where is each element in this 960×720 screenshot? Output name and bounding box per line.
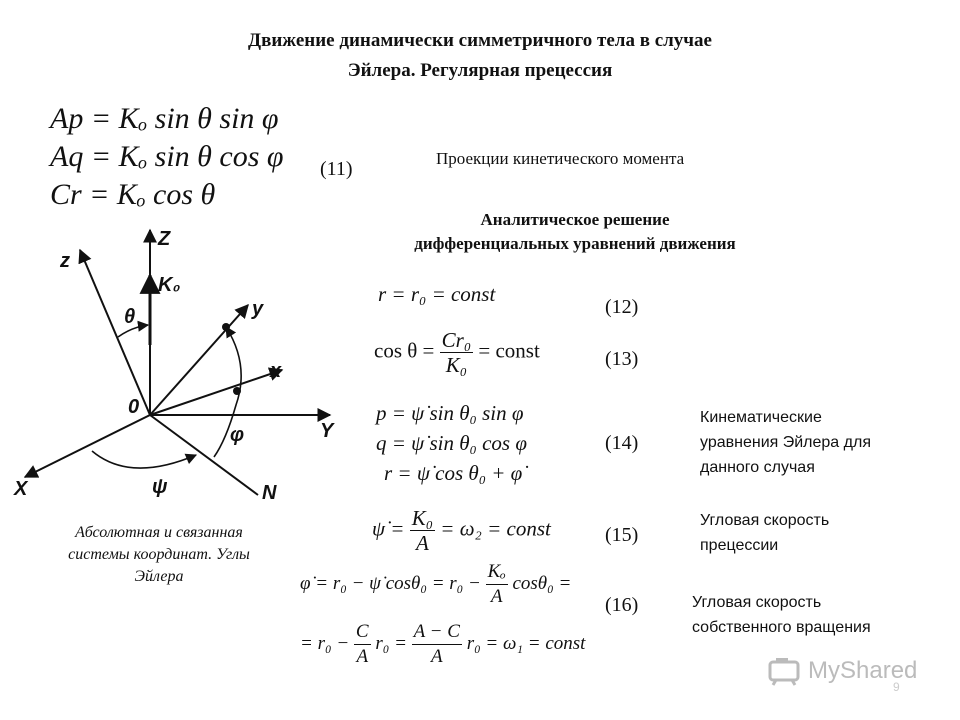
eq16-line1-denominator: A xyxy=(490,586,503,607)
eq15-note xyxy=(700,508,829,558)
eq14-note-line-1: Кинематические xyxy=(700,409,822,426)
label-phi: φ xyxy=(230,424,245,446)
eq14-line-1: p = ψ̇ sin θ₀ sin φ xyxy=(376,401,524,425)
eq11-line-1: Ap = Kₒ sin θ sin φ xyxy=(50,102,279,135)
eq13-denominator: K₀ xyxy=(445,353,468,377)
euler-angles-figure xyxy=(0,215,350,515)
analytic-line-2: дифференциальных уравнений движения xyxy=(414,234,736,253)
page-title xyxy=(0,26,960,86)
equation-16-line-1 xyxy=(300,560,571,609)
equation-15 xyxy=(372,506,551,555)
label-x: x xyxy=(270,360,282,382)
eq16-line1-fraction xyxy=(486,560,508,609)
eq16-note xyxy=(692,590,871,640)
analytic-heading xyxy=(360,208,790,256)
eq13-numerator: Cr₀ xyxy=(441,328,472,352)
label-K0: K₀ xyxy=(158,274,181,296)
eq14-line-2: q = ψ̇ sin θ₀ cos φ xyxy=(376,431,527,455)
equation-16-line-2 xyxy=(300,620,585,669)
title-line-1: Движение динамически симметричного тела в случае xyxy=(248,30,712,51)
equation-13 xyxy=(374,328,540,377)
eq14-note xyxy=(700,405,871,480)
z-axis-body xyxy=(80,250,150,415)
eq15-number: (15) xyxy=(605,524,639,546)
label-origin: 0 xyxy=(128,396,140,418)
figure-caption xyxy=(34,522,284,588)
watermark-text: MyShared xyxy=(808,657,918,684)
label-psi: ψ xyxy=(152,476,168,498)
eq15-rhs: = ω₂ = const xyxy=(440,516,551,541)
eq14-line-3: r = ψ̇ cos θ₀ + φ̇ xyxy=(384,461,523,485)
label-z: z xyxy=(60,250,70,272)
psi-arc xyxy=(92,451,196,468)
caption-line-1: Абсолютная и связанная xyxy=(75,524,243,541)
eq15-note-line-1: Угловая скорость xyxy=(700,512,830,529)
equation-14 xyxy=(376,398,527,488)
label-N: N xyxy=(262,482,277,504)
eq15-numerator: K₀ xyxy=(411,506,434,530)
eq13-rhs: = const xyxy=(478,338,540,363)
eq16-line2-a: = r₀ − xyxy=(300,632,350,654)
eq15-note-line-2: прецессии xyxy=(700,537,779,554)
eq15-lhs: ψ̇ = xyxy=(372,516,405,541)
caption-line-3: Эйлера xyxy=(134,568,184,585)
label-theta: θ xyxy=(124,306,136,328)
eq13-lhs: cos θ = xyxy=(374,338,435,363)
eq16-line2-c: r₀ = ω₁ = const xyxy=(466,632,586,654)
eq16-note-line-2: собственного вращения xyxy=(692,619,871,636)
eq11-line-3: Cr = Kₒ cos θ xyxy=(50,178,216,211)
eq16-line2-b: r₀ = xyxy=(375,632,407,654)
eq15-fraction xyxy=(410,506,435,555)
eq16-line2-fraction-2 xyxy=(412,620,462,669)
equation-11 xyxy=(50,100,283,214)
eq16-line2-denominator-1: A xyxy=(356,646,369,667)
eq16-note-line-1: Угловая скорость xyxy=(692,594,822,611)
page-number: 9 xyxy=(893,680,900,694)
eq16-line1-a: φ̇ = r₀ − ψ̇ cosθ₀ = r₀ − xyxy=(300,572,481,594)
eq11-number: (11) xyxy=(320,158,353,180)
label-X: X xyxy=(14,478,28,500)
eq15-denominator: A xyxy=(415,531,429,555)
eq14-number: (14) xyxy=(605,432,639,454)
eq12-number: (12) xyxy=(605,296,639,318)
projector-icon xyxy=(768,656,802,686)
title-line-2: Эйлера. Регулярная прецессия xyxy=(347,60,613,81)
eq11-label: Проекции кинетического момента xyxy=(436,149,685,168)
eq13-fraction xyxy=(440,328,473,377)
eq11-line-2: Aq = Kₒ sin θ cos φ xyxy=(50,140,284,173)
eq14-note-line-3: данного случая xyxy=(700,459,815,476)
node-point-lower xyxy=(233,387,241,395)
eq16-line1-b: cosθ₀ = xyxy=(512,572,572,594)
label-Y: Y xyxy=(320,420,334,442)
eq16-line2-fraction-1 xyxy=(354,620,371,669)
equation-12: r = r₀ = const xyxy=(378,282,496,306)
caption-line-2: системы координат. Углы xyxy=(68,546,250,563)
eq16-line2-numerator-1: C xyxy=(354,620,371,645)
eq16-line2-numerator-2: A − C xyxy=(412,620,462,645)
label-y: y xyxy=(252,298,264,320)
node-point-upper xyxy=(222,323,230,331)
eq14-note-line-2: уравнения Эйлера для xyxy=(700,434,871,451)
eq16-line1-numerator: Kₒ xyxy=(486,560,508,585)
eq16-number: (16) xyxy=(605,594,639,616)
label-Z: Z xyxy=(158,228,171,250)
eq16-line2-denominator-2: A xyxy=(431,646,443,667)
analytic-line-1: Аналитическое решение xyxy=(480,210,670,229)
eq13-number: (13) xyxy=(605,348,639,370)
